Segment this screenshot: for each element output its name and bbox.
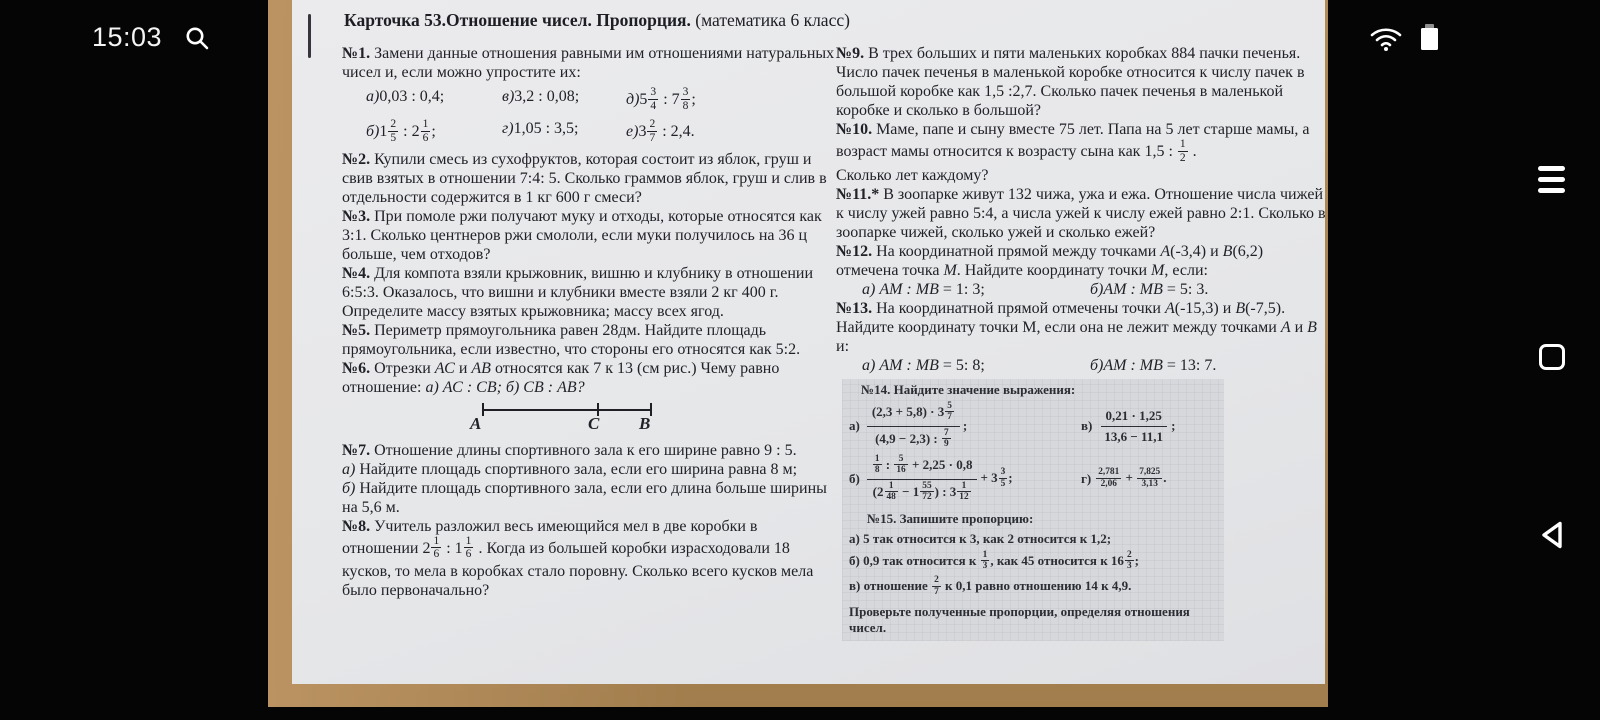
worksheet-right-column bbox=[836, 44, 1326, 641]
problem-15-a: а) 5 так относится к 3, как 2 относится к 1,2; bbox=[849, 530, 1112, 546]
problem-13 bbox=[836, 299, 1326, 356]
problem-1 bbox=[342, 44, 836, 82]
worksheet-left-column bbox=[342, 44, 836, 600]
problem-number: №4. bbox=[342, 264, 371, 282]
problem-6 bbox=[342, 359, 836, 397]
nav-home-icon[interactable] bbox=[1539, 344, 1565, 370]
problem-number: №6. bbox=[342, 359, 371, 377]
problem-7 bbox=[342, 441, 836, 460]
problem-text: Отношение длины спортивного зала к его ширине равно 9 : 5. bbox=[374, 441, 797, 459]
expression-label: в) bbox=[1081, 418, 1093, 434]
expression-label: б) bbox=[849, 471, 860, 487]
point-label-b: В bbox=[639, 413, 651, 433]
tick-a bbox=[482, 403, 484, 416]
problem-15-b: б) 0,9 так относится к $\frac{1}{3}$ , как 45 относится к 16 $\frac{2}{3}$ ; bbox=[849, 549, 1139, 571]
problem-number: №8. bbox=[342, 517, 371, 535]
problem-text: В зоопарке живут 132 чижа, ужа и ежа. Отношение числа чижей к числу ужей равно 5:4, а числа ужей к числу ежей равно 2:1. Сколько в зоопарке чижей, сколько ужей и сколько ежей? bbox=[836, 185, 1326, 241]
problem-1-answers-row2 bbox=[342, 119, 836, 146]
problem-text: Отрезки АС и АВ относятся как 7 к 13 (см рис.) Чему равно отношение: а) АС : СВ; б) СВ : АВ? bbox=[342, 359, 780, 396]
expression-body: $\frac{2,781}{2,06}$ + $\frac{7,825}{3,13}$ . bbox=[1098, 467, 1167, 489]
problem-2 bbox=[342, 150, 836, 207]
nav-recents-icon[interactable] bbox=[1538, 166, 1565, 193]
answer-item: д)5 $\frac{3}{4}$ : 7 $\frac{3}{8}$ ; bbox=[626, 86, 696, 112]
answer-item: г)1,05 : 3,5; bbox=[502, 119, 579, 137]
segment-figure bbox=[342, 400, 836, 438]
answer-item: а) АМ : МВ = 1: 3; bbox=[862, 280, 985, 298]
problem-14-row2 bbox=[849, 455, 1217, 504]
answer-item: а)0,03 : 0,4; bbox=[366, 88, 445, 105]
problem-text: б) Найдите площадь спортивного зала, если его длина больше ширины на 5,6 м. bbox=[342, 479, 827, 516]
menu-bar bbox=[1538, 166, 1565, 171]
problem-3 bbox=[342, 207, 836, 264]
problem-number: №5. bbox=[342, 321, 371, 339]
expression-label: а) bbox=[849, 418, 860, 434]
problem-text: Найдите значение выражения: bbox=[893, 381, 1076, 397]
title-sub: (математика 6 класс) bbox=[690, 10, 850, 30]
problem-text: Купили смесь из сухофруктов, которая состоит из яблок, груш и свив взятых в отношении 7:4: 5. Сколько граммов яблок, груш и слив в отдельности содержится в 1 кг 600 г смеси? bbox=[342, 150, 827, 206]
problem-5 bbox=[342, 321, 836, 359]
status-time: 15:03 bbox=[92, 22, 163, 52]
problem-8 bbox=[342, 517, 836, 601]
problem-text: Маме, папе и сыну вместе 75 лет. Папа на 5 лет старше мамы, а возраст мамы относится к возрасту сына как 1,5 : $\frac{1}{2}$ . bbox=[836, 121, 1310, 164]
problem-text: Сколько лет каждому? bbox=[836, 166, 989, 184]
problem-7a bbox=[342, 460, 836, 479]
status-bar-right bbox=[1368, 24, 1438, 52]
problem-text: а) Найдите площадь спортивного зала, если его ширина равна 8 м; bbox=[342, 460, 798, 478]
problem-number: №14. bbox=[861, 381, 891, 397]
expression-g bbox=[1081, 468, 1217, 490]
problem-14-header bbox=[849, 382, 1217, 398]
problem-text: Запишите пропорцию: bbox=[899, 510, 1034, 526]
wifi-icon bbox=[1368, 24, 1404, 52]
expression-suffix: + 3 $\frac{3}{5}$ ; bbox=[980, 467, 1013, 489]
android-nav-bar bbox=[1536, 0, 1576, 720]
problem-number: №3. bbox=[342, 207, 371, 225]
problem-4 bbox=[342, 264, 836, 321]
problem-number: №15. bbox=[867, 510, 897, 526]
expression-suffix: ; bbox=[1171, 418, 1176, 434]
segment-line bbox=[482, 409, 652, 411]
problem-text: На координатной прямой отмечены точки А(-15,3) и В(-7,5). Найдите координату точки М, если она не лежит между точками А и В и: bbox=[836, 299, 1317, 355]
expression-v bbox=[1081, 408, 1217, 445]
menu-bar bbox=[1538, 188, 1565, 193]
answer-item: а) АМ : МВ = 5: 8; bbox=[862, 356, 985, 374]
problem-number: №9. bbox=[836, 45, 865, 62]
status-bar-left bbox=[92, 22, 210, 53]
big-fraction bbox=[867, 402, 960, 451]
pasted-exercise-block bbox=[842, 379, 1224, 642]
problem-7b bbox=[342, 479, 836, 517]
fraction-numerator: $\frac{1}{8}$ : $\frac{5}{16}$ + 2,25 · 0,8 bbox=[867, 455, 978, 480]
answer-item: в)3,2 : 0,08; bbox=[502, 88, 580, 105]
fraction-denominator: (2 $\frac{1}{48}$ − 1 $\frac{55}{72}$ ) : 3 $\frac{1}{12}$ bbox=[872, 480, 969, 503]
answer-item: б)АМ : МВ = 13: 7. bbox=[1090, 356, 1217, 374]
pen-mark bbox=[308, 14, 311, 58]
big-fraction bbox=[867, 455, 978, 504]
answer-item: е)3 $\frac{2}{7}$ : 2,4. bbox=[626, 117, 695, 144]
problem-1-answers-row1 bbox=[342, 87, 836, 114]
worksheet-title bbox=[344, 10, 1204, 31]
search-icon[interactable] bbox=[184, 25, 210, 51]
problem-12-answers bbox=[836, 280, 1326, 299]
fraction-denominator: 13,6 − 11,1 bbox=[1104, 428, 1164, 444]
problem-15-header bbox=[849, 511, 1217, 527]
expression-b bbox=[849, 455, 1081, 504]
worksheet-paper bbox=[292, 0, 1325, 684]
problem-15-footer: Проверьте полученные пропорции, определяя отношения чисел. bbox=[849, 604, 1190, 636]
problem-number: №1. bbox=[342, 45, 371, 62]
problem-13-answers bbox=[836, 356, 1326, 375]
problem-text: В трех больших и пяти маленьких коробках 884 пачки печенья. Число пачек печенья в маленькой коробке относится к числу пачек в большой коробке как 1,5 :2,7. Сколько пачек печенья в маленькой коробке и сколько в большой? bbox=[836, 45, 1305, 119]
point-label-a: А bbox=[470, 413, 482, 433]
problem-number: №2. bbox=[342, 150, 371, 168]
problem-12 bbox=[836, 242, 1326, 280]
answer-item: б)1 $\frac{2}{5}$ : 2 $\frac{1}{6}$ ; bbox=[366, 117, 436, 144]
expression-suffix: ; bbox=[962, 418, 968, 434]
big-fraction bbox=[1099, 408, 1168, 445]
battery-icon bbox=[1420, 24, 1438, 51]
problem-number: №13. bbox=[836, 299, 873, 317]
title-main: Карточка 53.Отношение чисел. Пропорция. bbox=[344, 10, 691, 30]
answer-item: б)АМ : МВ = 5: 3. bbox=[1090, 280, 1209, 298]
fraction-numerator: (2,3 + 5,8) · 3 $\frac{5}{7}$ bbox=[867, 402, 960, 427]
problem-11 bbox=[836, 185, 1326, 242]
problem-14-row1 bbox=[849, 402, 1217, 451]
fraction-numerator: 0,21 · 1,25 bbox=[1101, 408, 1167, 427]
worksheet-photo[interactable] bbox=[268, 0, 1328, 707]
battery-level bbox=[1421, 28, 1438, 50]
fraction-denominator: (4,9 − 2,3) : $\frac{7}{9}$ bbox=[875, 427, 949, 450]
nav-back-icon[interactable] bbox=[1536, 518, 1568, 552]
problem-text: На координатной прямой между точками А(-3,4) и В(6,2) отмечена точка М. Найдите координату точки М, если: bbox=[836, 242, 1264, 279]
problem-10 bbox=[836, 120, 1326, 166]
problem-number: №12. bbox=[836, 242, 873, 260]
point-label-c: С bbox=[588, 413, 600, 433]
problem-number: №10. bbox=[836, 121, 873, 138]
problem-10-question bbox=[836, 166, 1326, 185]
problem-15-v: в) отношение $\frac{2}{7}$ к 0,1 равно отношению 14 к 4,9. bbox=[849, 575, 1132, 597]
problem-text: При помоле ржи получают муку и отходы, которые относятся как 3:1. Сколько центнеров ржи смололи, если муки получилось на 36 ц больше, чем отходов? bbox=[342, 207, 822, 263]
problem-9 bbox=[836, 44, 1326, 120]
problem-text: Периметр прямоугольника равен 28дм. Найдите площадь прямоугольника, если известно, что стороны его относятся как 5:2. bbox=[342, 321, 801, 358]
expression-label: г) bbox=[1081, 471, 1092, 487]
expression-a bbox=[849, 402, 1081, 451]
problem-text: Для компота взяли крыжовник, вишню и клубнику в отношении 6:5:3. Оказалось, что вишни и клубники вместе взяли 2 кг 400 г. Определите массу взятых крыжовника; массу всех ягод. bbox=[342, 264, 814, 320]
menu-bar bbox=[1538, 177, 1565, 182]
problem-number: №7. bbox=[342, 441, 371, 459]
problem-text: Замени данные отношения равными им отношениями натуральных чисел и, если можно упростите их: bbox=[342, 45, 835, 81]
problem-number: №11.* bbox=[836, 185, 880, 203]
problem-text: Учитель разложил весь имеющийся мел в две коробки в отношении 2 $\frac{1}{6}$ : 1 $\frac{1}{6}$ . Когда из большей коробки израсходовали 18 кусков, то мела в коробках стало поровну. Сколько всего кусков мела было первоначально? bbox=[342, 517, 814, 600]
